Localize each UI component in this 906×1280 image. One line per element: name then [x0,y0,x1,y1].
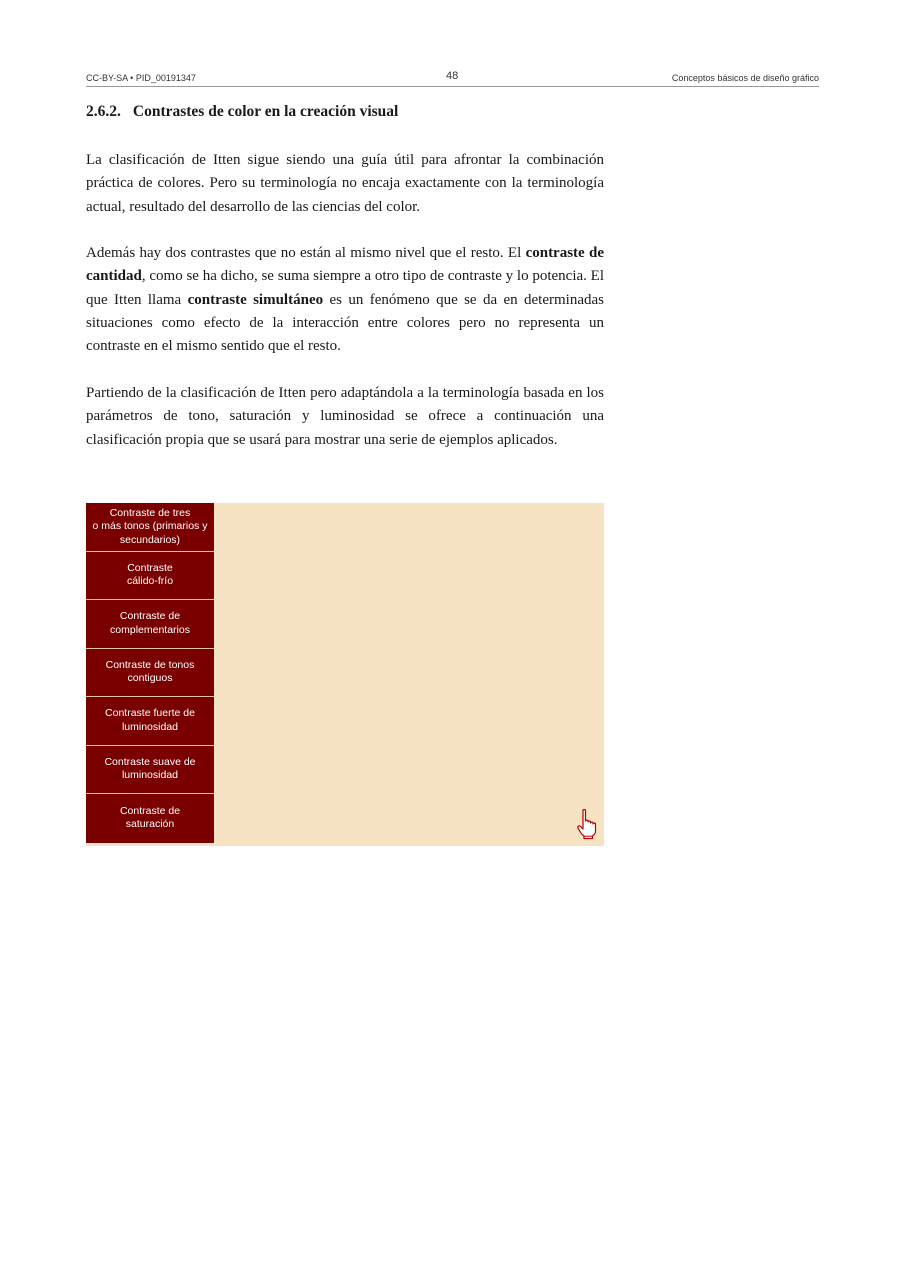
section-title: Contrastes de color en la creación visual [132,103,399,120]
hand-pointer-icon[interactable] [576,808,600,840]
menu-item-calido-frio[interactable]: Contraste cálido-frío [86,552,214,601]
page-number: 48 [446,70,459,82]
menu-item-fuerte-luminosidad[interactable]: Contraste fuerte de luminosidad [86,697,214,746]
section-heading [86,103,398,121]
term-contraste-simultaneo: contraste simultáneo [187,291,324,308]
term-contraste-de-cantidad: contraste de cantidad [86,245,604,285]
paragraph-2-text-a: Además hay dos contrastes que no están al mismo nivel que el resto. El [86,245,526,261]
menu-item-complementarios[interactable]: Contraste de complementarios [86,600,214,649]
page-header [86,70,819,87]
contrast-menu [86,503,214,846]
paragraph-2-text-e: es un fenómeno que se da en determinadas situaciones como efecto de la interacción entre colores pero no representa un contraste en el mismo sentido que el resto. [86,291,604,355]
paragraph-2 [86,242,604,358]
menu-item-tres-tonos[interactable]: Contraste de tres o más tonos (primarios y secundarios) [86,503,214,552]
paragraph-1: La clasificación de Itten sigue siendo una guía útil para afrontar la combinación práctica de colores. Pero su terminología no encaja exactamente con la terminología actual, resultado del desarrollo de las ciencias del color. [86,152,604,215]
paragraph-3: Partiendo de la clasificación de Itten pero adaptándola a la terminología basada en los parámetros de tono, saturación y luminosidad se ofrece a continuación una clasificación propia que se usará para mostrar una serie de ejemplos aplicados. [86,385,604,448]
menu-item-suave-luminosidad[interactable]: Contraste suave de luminosidad [86,746,214,795]
contrast-examples-widget [86,503,604,846]
menu-item-saturacion[interactable]: Contraste de saturación [86,794,214,843]
section-number: 2.6.2. [86,103,121,120]
paragraph-2-text-c: , como se ha dicho, se suma siempre a otro tipo de contraste y lo potencia. El que Itten llama [86,268,604,308]
header-document-title: Conceptos básicos de diseño gráfico [671,73,819,83]
header-license: CC-BY-SA • PID_00191347 [86,73,196,83]
menu-item-tonos-contiguos[interactable]: Contraste de tonos contiguos [86,649,214,698]
